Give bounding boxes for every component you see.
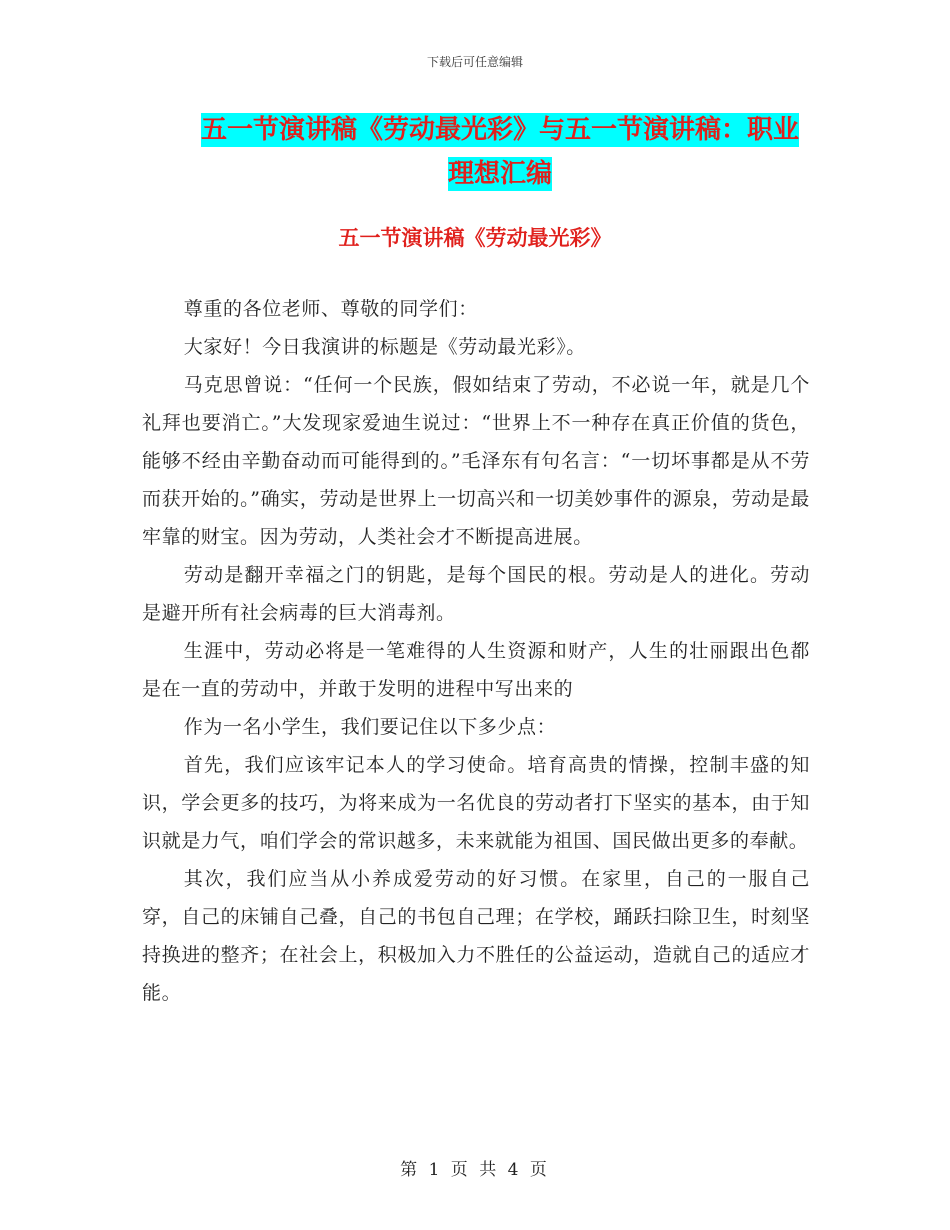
paragraph: 马克思曾说：“任何一个民族，假如结束了劳动，不必说一年，就是几个礼拜也要消亡。”大发现家爱迪生说过：“世界上不一种存在真正价值的货色，能够不经由辛勤奋动而可能得到的。”毛泽东有句名言：“一切坏事都是从不劳而获开始的。”确实，劳动是世界上一切高兴和一切美妙事件的源泉，劳动是最牢靠的财宝。因为劳动，人类社会才不断提高进展。 — [142, 374, 810, 548]
document-title-line-2: 理想汇编 — [447, 159, 552, 189]
paragraph: 首先，我们应该牢记本人的学习使命。培育高贵的情操，控制丰盛的知识，学会更多的技巧，为将来成为一名优良的劳动者打下坚实的基本，由于知识就是力气，咱们学会的常识越多，未来就能为祖国、国民做出更多的奉献。 — [142, 754, 810, 852]
paragraph: 尊重的各位老师、尊敬的同学们： — [183, 298, 478, 320]
section-title: 五一节演讲稿《劳动最光彩》 — [338, 226, 612, 250]
paragraph: 大家好！今日我演讲的标题是《劳动最光彩》。 — [183, 336, 586, 358]
paragraph: 其次，我们应当从小养成爱劳动的好习惯。在家里，自己的一服自己穿，自己的床铺自己叠，自己的书包自己理；在学校，踊跃扫除卫生，时刻坚持换进的整齐；在社会上，积极加入力不胜任的公益运动，造就自己的适应才能。 — [142, 868, 810, 1004]
page-number: 第 1 页 共 4 页 — [400, 1160, 550, 1180]
paragraph: 作为一名小学生，我们要记住以下多少点： — [183, 716, 557, 738]
header-note: 下载后可任意编辑 — [426, 55, 523, 69]
document-title — [150, 108, 850, 196]
body-text — [142, 290, 810, 1012]
paragraph: 劳动是翻开幸福之门的钥匙，是每个国民的根。劳动是人的进化。劳动是避开所有社会病毒的巨大消毒剂。 — [142, 564, 810, 624]
document-title-line-1: 五一节演讲稿《劳动最光彩》与五一节演讲稿：职业 — [200, 115, 799, 145]
paragraph: 生涯中，劳动必将是一笔难得的人生资源和财产，人生的壮丽跟出色都是在一直的劳动中，并敢于发明的进程中写出来的 — [142, 640, 810, 700]
